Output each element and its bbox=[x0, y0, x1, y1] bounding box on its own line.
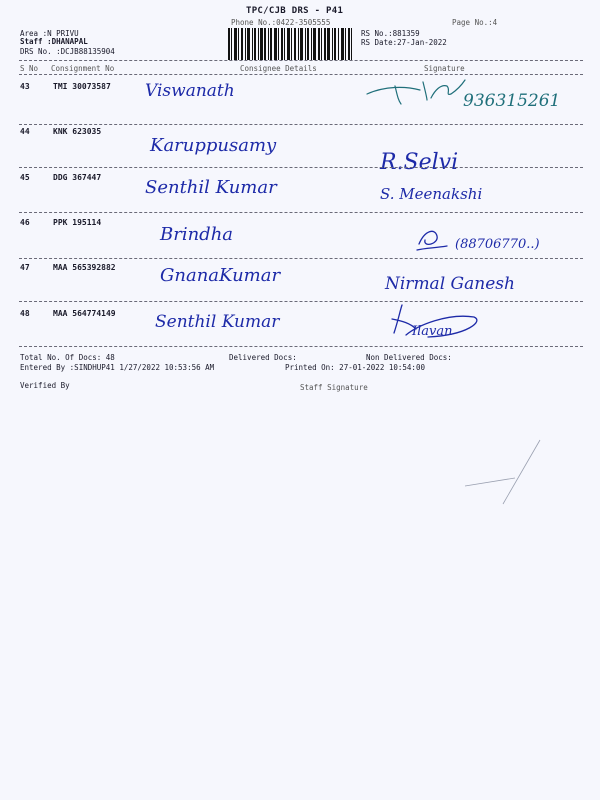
consignee-handwriting bbox=[145, 76, 275, 106]
row-serial-number: 48 bbox=[20, 309, 30, 318]
svg-text:Ilavan: Ilavan bbox=[412, 324, 453, 339]
divider bbox=[19, 212, 583, 213]
consignee-handwriting bbox=[155, 307, 325, 339]
phone-number: Phone No.:0422-3505555 bbox=[231, 18, 331, 27]
divider bbox=[19, 167, 583, 168]
pencil-mark bbox=[455, 438, 545, 508]
svg-text:(88706770..): (88706770..) bbox=[455, 237, 540, 252]
svg-text:Senthil Kumar: Senthil Kumar bbox=[145, 177, 277, 198]
consignment-number: TMI 30073587 bbox=[53, 82, 111, 91]
svg-text:Senthil Kumar: Senthil Kumar bbox=[155, 312, 280, 332]
consignment-number: MAA 565392882 bbox=[53, 263, 116, 272]
rs-number: RS No.:881359 bbox=[361, 29, 420, 38]
svg-text:Karuppusamy: Karuppusamy bbox=[150, 135, 277, 156]
column-header-signature: Signature bbox=[424, 64, 465, 73]
svg-text:R.Selvi: R.Selvi bbox=[380, 150, 459, 175]
verified-by: Verified By bbox=[20, 381, 70, 390]
consignee-handwriting bbox=[145, 173, 305, 205]
drs-number: DRS No. :DCJB88135904 bbox=[20, 47, 115, 56]
signature-scribble bbox=[415, 222, 585, 258]
row-serial-number: 47 bbox=[20, 263, 30, 272]
consignment-number: MAA 564774149 bbox=[53, 309, 116, 318]
svg-text:S. Meenakshi: S. Meenakshi bbox=[380, 185, 483, 203]
divider bbox=[19, 124, 583, 125]
divider bbox=[19, 346, 583, 347]
consignment-number: PPK 195114 bbox=[53, 218, 102, 227]
column-header-consignee: Consignee Details bbox=[240, 64, 317, 73]
column-header-s-no: S No bbox=[20, 64, 39, 73]
consignment-number: DDG 367447 bbox=[53, 173, 102, 182]
staff-label: Staff :DHANAPAL bbox=[20, 37, 88, 46]
divider bbox=[19, 301, 583, 302]
signature-scribble bbox=[365, 72, 585, 117]
page-number: Page No.:4 bbox=[452, 18, 498, 27]
consignee-handwriting bbox=[150, 129, 310, 165]
document-title: TPC/CJB DRS - P41 bbox=[246, 6, 344, 16]
row-serial-number: 44 bbox=[20, 127, 30, 136]
delivered-docs: Delivered Docs: bbox=[229, 353, 297, 362]
svg-text:Viswanath: Viswanath bbox=[145, 81, 235, 101]
signature-scribble bbox=[385, 267, 535, 299]
barcode bbox=[228, 28, 352, 60]
table-row bbox=[0, 82, 600, 128]
consignee-handwriting bbox=[160, 220, 270, 252]
consignment-number: KNK 623035 bbox=[53, 127, 102, 136]
rs-date: RS Date:27-Jan-2022 bbox=[361, 38, 447, 47]
svg-text:Nirmal Ganesh: Nirmal Ganesh bbox=[385, 274, 515, 294]
row-serial-number: 45 bbox=[20, 173, 30, 182]
svg-text:GnanaKumar: GnanaKumar bbox=[160, 265, 281, 286]
table-row bbox=[0, 263, 600, 309]
staff-signature-label: Staff Signature bbox=[300, 383, 368, 392]
non-delivered-docs: Non Delivered Docs: bbox=[366, 353, 452, 362]
area-label: Area :N PRIVU bbox=[20, 29, 79, 38]
divider bbox=[19, 60, 583, 61]
column-header-consignment: Consignment No bbox=[51, 64, 115, 73]
entered-by: Entered By :SINDHUP41 1/27/2022 10:53:56 AM bbox=[20, 363, 215, 372]
consignee-handwriting bbox=[160, 261, 330, 293]
divider bbox=[19, 258, 583, 259]
row-serial-number: 46 bbox=[20, 218, 30, 227]
svg-text:Brindha: Brindha bbox=[160, 224, 234, 245]
table-row bbox=[0, 309, 600, 355]
signature-scribble bbox=[388, 301, 498, 345]
row-serial-number: 43 bbox=[20, 82, 30, 91]
signature-scribble bbox=[380, 179, 520, 207]
svg-text:936315261: 936315261 bbox=[463, 91, 561, 111]
total-docs: Total No. Of Docs: 48 bbox=[20, 353, 115, 362]
printed-on: Printed On: 27-01-2022 10:54:00 bbox=[285, 363, 425, 372]
